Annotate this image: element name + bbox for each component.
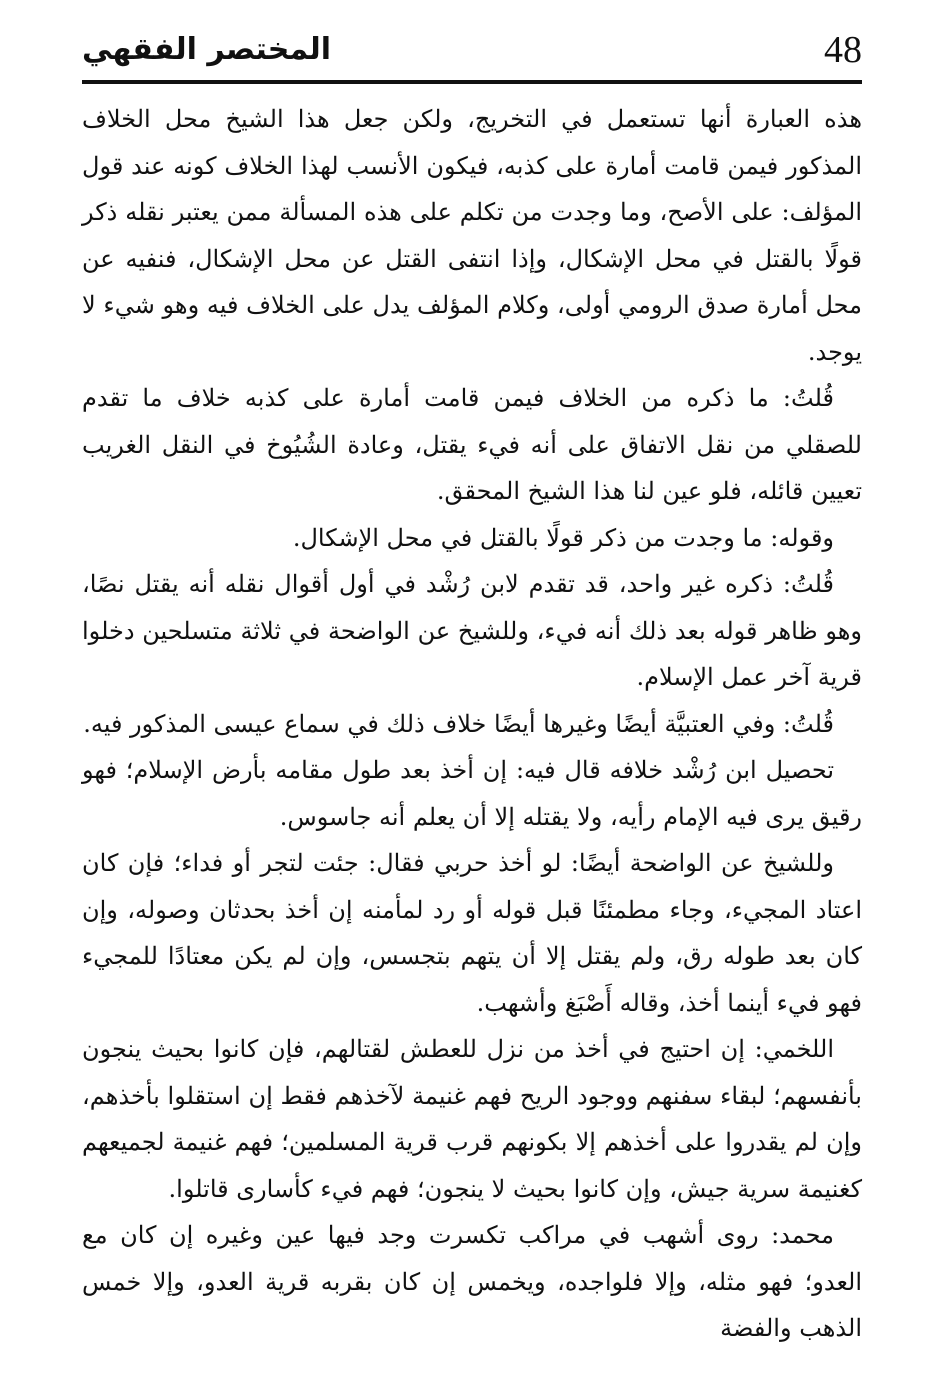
paragraph-9: محمد: روى أشهب في مراكب تكسرت وجد فيها عين وغيره إن كان مع العدو؛ فهو مثله، وإلا فلواجده، ويخمس إن كان بقربه قرية العدو، وإلا خمس الذهب والفضة [82,1221,862,1342]
paragraph-5: قُلتُ: وفي العتبيَّة أيضًا وغيرها أيضًا خلاف ذلك في سماع عيسى المذكور فيه. [83,709,834,738]
header-rule [82,80,862,84]
paragraph-3: وقوله: ما وجدت من ذكر قولًا بالقتل في محل الإشكال. [292,523,834,552]
paragraph-1: هذه العبارة أنها تستعمل في التخريج، ولكن جعل هذا الشيخ محل الخلاف المذكور فيمن قامت أمارة على كذبه، فيكون الأنسب لهذا الخلاف كونه عند قول المؤلف: على الأصح، وما وجدت من تكلم على هذه المسألة ممن يعتبر نقله ذكر قولًا بالقتل في محل الإشكال، وإذا انتفى القتل عن محل الإشكال، فنفيه عن محل أمارة صدق الرومي أولى، وكلام المؤلف يدل على الخلاف فيه وهو شيء لا يوجد. [82,105,863,366]
paragraph-7: وللشيخ عن الواضحة أيضًا: لو أخذ حربي فقال: جئت لتجر أو فداء؛ فإن كان اعتاد المجيء، وجاء مطمئنًا قبل قوله أو رد لمأمنه إن أخذ بحدثان وصوله، وإن كان بعد طوله رق، ولم يقتل إلا أن يتهم بتجسس، وإن لم يكن معتادًا للمجيء فهو فيء أينما أخذ، وقاله أَصْبَغ وأشهب. [82,849,862,1017]
paragraph-8: اللخمي: إن احتيج في أخذ من نزل للعطش لقتالهم، فإن كانوا بحيث ينجون بأنفسهم؛ لبقاء سفنهم ووجود الريح فهم غنيمة لآخذهم فقط إن استقلوا بأخذهم، وإن لم يقدروا على أخذهم إلا بكونهم قرب قرية المسلمين؛ فهم غنيمة لجميعهم كغنيمة سرية جيش، وإن كانوا بحيث لا ينجون؛ فهم فيء كأسارى قاتلوا. [82,1035,862,1203]
running-title: المختصر الفقهي [82,32,332,67]
paragraph-6: تحصيل ابن رُشْد خلافه قال فيه: إن أخذ بعد طول مقامه بأرض الإسلام؛ فهو رقيق يرى فيه الإمام رأيه، ولا يقتله إلا أن يعلم أنه جاسوس. [82,756,862,831]
page-body [82,96,862,1352]
page-header [82,26,862,84]
paragraph-2: قُلتُ: ما ذكره من الخلاف فيمن قامت أمارة على كذبه خلاف ما تقدم للصقلي من نقل الاتفاق على أنه فيء يقتل، وعادة الشُيُوخ في النقل الغريب تعيين قائله، فلو عين لنا هذا الشيخ المحقق. [82,384,862,505]
paragraph-4: قُلتُ: ذكره غير واحد، قد تقدم لابن رُشْد في أول أقوال نقله أنه يقتل نصًا، وهو ظاهر قوله بعد ذلك أنه فيء، وللشيخ عن الواضحة في ثلاثة متسلحين دخلوا قرية آخر عمل الإسلام. [82,570,862,691]
page-number: 48 [824,29,862,71]
